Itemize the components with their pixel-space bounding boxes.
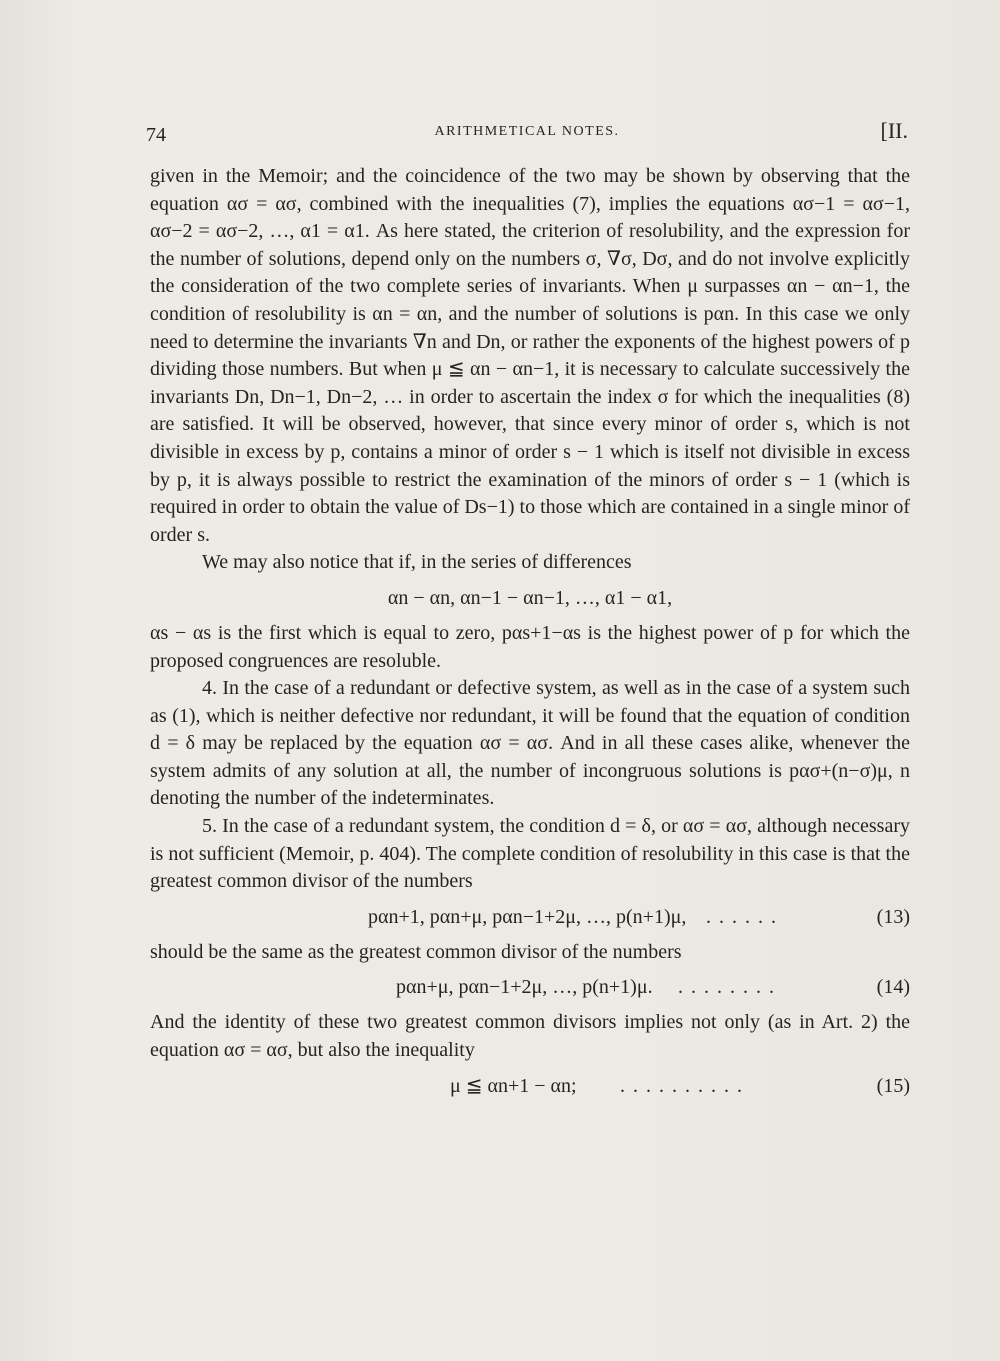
equation-14-expr: pαn+μ, pαn−1+2μ, …, p(n+1)μ. xyxy=(396,976,653,999)
equation-14-number: (14) xyxy=(876,976,910,999)
equation-15 xyxy=(150,1070,910,1102)
paragraph-should-be-same: should be the same as the greatest common divisor of the numbers xyxy=(150,940,682,963)
paragraph-continuation: given in the Memoir; and the coincidence of the two may be shown by observing that the equation ασ = ασ, combined with the inequalities (7), implies the equations ασ−1 = ασ−1, ασ−2 = ασ−2, …, α1 = α1. As here stated, the criterion of resolubility, and the expression for the number of solutions, depend only on the numbers σ, ∇σ, Dσ, and do not involve explicitly the consideration of the two complete series of invariants. When μ surpasses αn − αn−1, the condition of resolubility is αn = αn, and the number of solutions is pαn. In this case we only need to determine the invariants ∇n and Dn, or rather the exponents of the highest powers of p dividing those numbers. But when μ ≦ αn − αn−1, it is necessary to calculate successively the invariants Dn, Dn−1, Dn−2, … in order to ascertain the index σ for which the inequalities (8) are satisfied. It will be observed, however, that since every minor of order s, which is not divisible in excess by p, contains a minor of order s − 1 which is itself not divisible in excess by p, it is always possible to restrict the examination of the minors of order s − 1 (which is required in order to obtain the value of Ds−1) to those which are contained in a single minor of order s. xyxy=(150,165,910,546)
equation-differences xyxy=(150,582,910,614)
equation-15-leader: .......... xyxy=(620,1074,750,1097)
equation-13 xyxy=(150,901,910,933)
paragraph-differences-result: αs − αs is the first which is equal to zero, pαs+1−αs is the highest power of p for which the proposed congruences are resoluble. xyxy=(150,621,910,672)
equation-13-leader: ...... xyxy=(706,905,784,928)
page-header xyxy=(146,118,908,152)
page-number: 74 xyxy=(146,124,166,146)
running-title: ARITHMETICAL NOTES. xyxy=(434,124,620,139)
equation-14-leader: ........ xyxy=(678,976,782,999)
page-body xyxy=(150,163,910,1108)
paragraph-article-4: 4. In the case of a redundant or defective system, as well as in the case of a system such as (1), which is neither defective nor redundant, it will be found that the equation of condition d = δ may be replaced by the equation ασ = ασ. And in all these cases alike, whenever the system admits of any solution at all, the number of incongruous solutions is pασ+(n−σ)μ, n denoting the number of the indeterminates. xyxy=(150,677,910,810)
equation-15-number: (15) xyxy=(876,1074,910,1097)
equation-13-number: (13) xyxy=(876,905,910,928)
equation-14 xyxy=(150,971,910,1003)
chapter-mark: [II. xyxy=(880,118,908,143)
paragraph-differences-intro: We may also notice that if, in the series of differences xyxy=(202,551,632,574)
paragraph-article-5: 5. In the case of a redundant system, the condition d = δ, or ασ = ασ, although necessary is not sufficient (Memoir, p. 404). The complete condition of resolubility in this case is that the greatest common divisor of the numbers xyxy=(150,815,910,893)
equation-13-expr: pαn+1, pαn+μ, pαn−1+2μ, …, p(n+1)μ, xyxy=(368,905,687,928)
equation-15-expr: μ ≦ αn+1 − αn; xyxy=(450,1074,577,1097)
equation-differences-expr: αn − αn, αn−1 − αn−1, …, α1 − α1, xyxy=(387,586,673,609)
paragraph-identity: And the identity of these two greatest common divisors implies not only (as in Art. 2) the equation ασ = ασ, but also the inequality xyxy=(150,1011,910,1062)
